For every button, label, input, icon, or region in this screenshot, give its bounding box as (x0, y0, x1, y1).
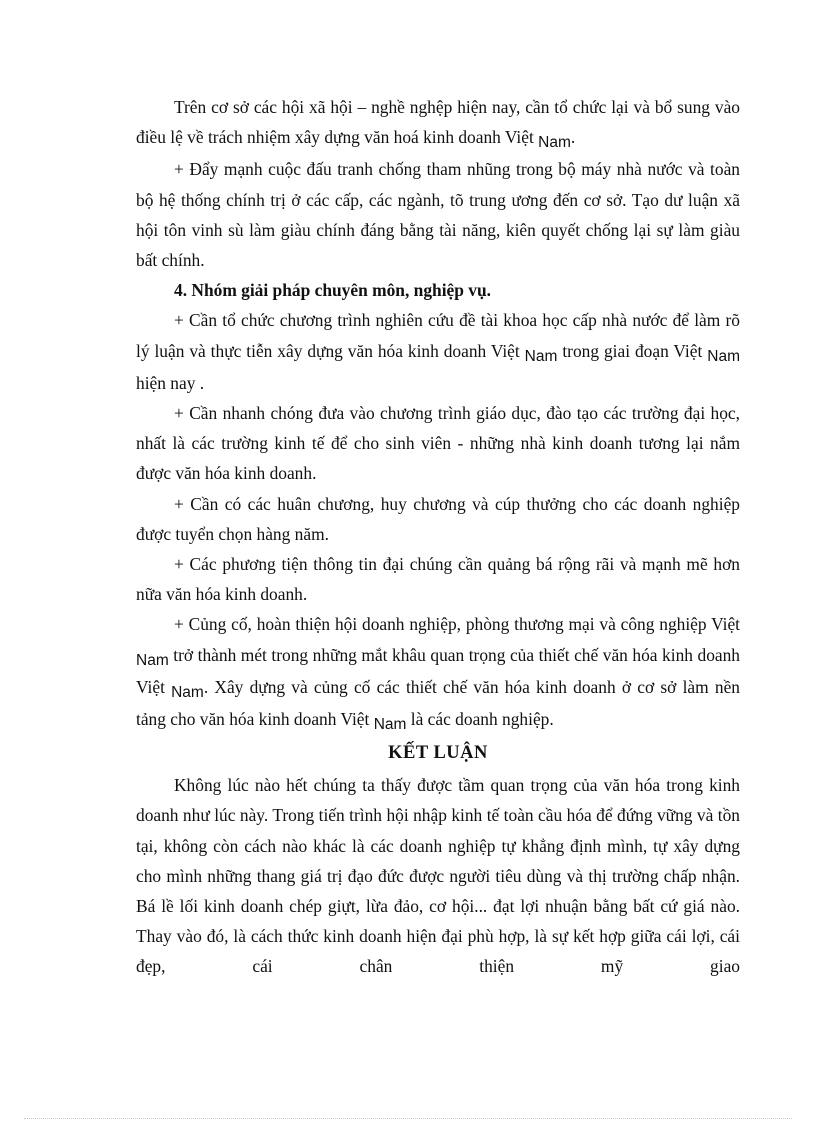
paragraph-chong-tham-nhung: + Đẩy mạnh cuộc đấu tranh chống tham nhũng trong bộ máy nhà nước và toàn bộ hệ thống chính trị ở các cấp, các ngành, tõ trung ương đến cơ sở. Tạo dư luận xã hội tôn vinh sù làm giàu chính đáng bằng tài năng, kiên quyết chống lại sự làm giàu bất chính. (136, 159, 740, 271)
page-bottom-divider (24, 1118, 792, 1119)
section-title-ket-luan: KẾT LUẬN (388, 743, 488, 764)
nam-word: Nam (373, 716, 407, 734)
nam-word: Nam (707, 347, 740, 365)
section-heading-giai-phap: 4. Nhóm giải pháp chuyên môn, nghiệp vụ. (174, 280, 491, 301)
document-page (136, 92, 740, 982)
nam-word: Nam (538, 134, 571, 152)
nam-word: Nam (171, 683, 204, 701)
paragraph-ket-luan: Không lúc nào hết chúng ta thấy được tầm quan trọng của văn hóa trong kinh doanh như lúc này. Trong tiến trình hội nhập kinh tế toàn cầu hóa để đứng vững và tồn tại, không còn cách nào khác là các doanh nghiệp tự khẳng định mình, tự xây dựng cho mình những thang giá trị đạo đức được người tiêu dùng và thị trường chấp nhận. Bá lề lối kinh doanh chép giựt, lừa đảo, cơ hội... đạt lợi nhuận bằng bất cứ giá nào. Thay vào đó, là cách thức kinh doanh hiện đại phù hợp, là sự kết hợp giữa cái lợi, cái đẹp, cái chân thiện mỹ giao (136, 775, 740, 977)
paragraph-thong-tin: + Các phương tiện thông tin đại chúng cần quảng bá rộng rãi và mạnh mẽ hơn nữa văn hóa kinh doanh. (136, 554, 740, 605)
nam-word: Nam (136, 651, 169, 669)
paragraph-huan-chuong: + Cần có các huân chương, huy chương và cúp thưởng cho các doanh nghiệp được tuyển chọn hàng năm. (136, 493, 740, 544)
paragraph-giao-duc: + Cần nhanh chóng đưa vào chương trình giáo dục, đào tạo các trường đại học, nhất là các trường kinh tế để cho sinh viên - những nhà kinh doanh tương lại nắm được văn hóa kinh doanh. (136, 403, 740, 484)
paragraph-nghien-cuu: + Cần tổ chức chương trình nghiên cứu đề tài khoa học cấp nhà nước để làm rõ lý luận và thực tiễn xây dựng văn hóa kinh doanh Việt Nam trong giai đoạn Việt Nam hiện nay . (136, 310, 740, 393)
paragraph-cung-co: + Củng cố, hoàn thiện hội doanh nghiệp, phòng thương mại và công nghiệp Việt Nam trở thành mét trong những mắt khâu quan trọng của thiết chế văn hóa kinh doanh Việt Nam. Xây dựng và củng cố các thiết chế văn hóa kinh doanh ở cơ sở làm nền tảng cho văn hóa kinh doanh Việt Nam là các doanh nghiệp. (136, 614, 740, 734)
paragraph-hoi-xa-hoi: Trên cơ sở các hội xã hội – nghề nghệp hiện nay, cần tổ chức lại và bổ sung vào điều lệ về trách nhiệm xây dựng văn hoá kinh doanh Việt Nam. (136, 97, 740, 152)
nam-word: Nam (524, 347, 558, 365)
